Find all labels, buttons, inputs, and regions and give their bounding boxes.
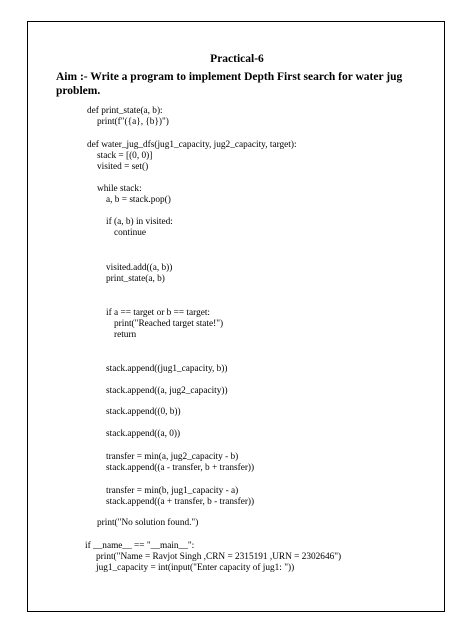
aim-statement: Aim :- Write a program to implement Depth First search for water jug problem. bbox=[56, 71, 403, 97]
code-line: a, b = stack.pop() bbox=[106, 195, 171, 205]
code-line: print("Reached target state!") bbox=[114, 319, 224, 329]
code-line: transfer = min(b, jug1_capacity - a) bbox=[106, 486, 239, 496]
code-line: stack = [(0, 0)] bbox=[97, 151, 153, 161]
code-line: def print_state(a, b): bbox=[87, 106, 163, 116]
code-line: while stack: bbox=[97, 184, 142, 194]
code-line: jug1_capacity = int(input("Enter capacity of jug1: ")) bbox=[96, 563, 295, 573]
code-line: continue bbox=[114, 228, 147, 238]
code-line: visited = set() bbox=[97, 162, 149, 172]
code-line: stack.append((a, 0)) bbox=[106, 429, 181, 439]
code-line: stack.append((jug1_capacity, b)) bbox=[106, 364, 228, 374]
code-line: if __name__ == "__main__": bbox=[85, 541, 195, 551]
page-title: Practical-6 bbox=[210, 53, 264, 65]
code-line: return bbox=[114, 330, 137, 340]
code-line: if (a, b) in visited: bbox=[106, 217, 173, 227]
code-line: visited.add((a, b)) bbox=[106, 263, 173, 273]
code-line: print(f"({a}, {b})") bbox=[97, 117, 169, 127]
code-line: if a == target or b == target: bbox=[106, 308, 211, 318]
code-line: print("Name = Ravjot Singh ,CRN = 2315191 ,URN = 2302646") bbox=[96, 552, 342, 562]
code-line: stack.append((a, jug2_capacity)) bbox=[106, 386, 228, 396]
code-line: def water_jug_dfs(jug1_capacity, jug2_capacity, target): bbox=[87, 140, 297, 150]
code-line: stack.append((a + transfer, b - transfer)) bbox=[106, 497, 255, 507]
code-line: stack.append((a - transfer, b + transfer)) bbox=[106, 463, 255, 473]
code-line: print("No solution found.") bbox=[97, 518, 199, 528]
code-line: print_state(a, b) bbox=[106, 274, 165, 284]
code-line: stack.append((0, b)) bbox=[106, 407, 181, 417]
code-line: transfer = min(a, jug2_capacity - b) bbox=[106, 452, 239, 462]
